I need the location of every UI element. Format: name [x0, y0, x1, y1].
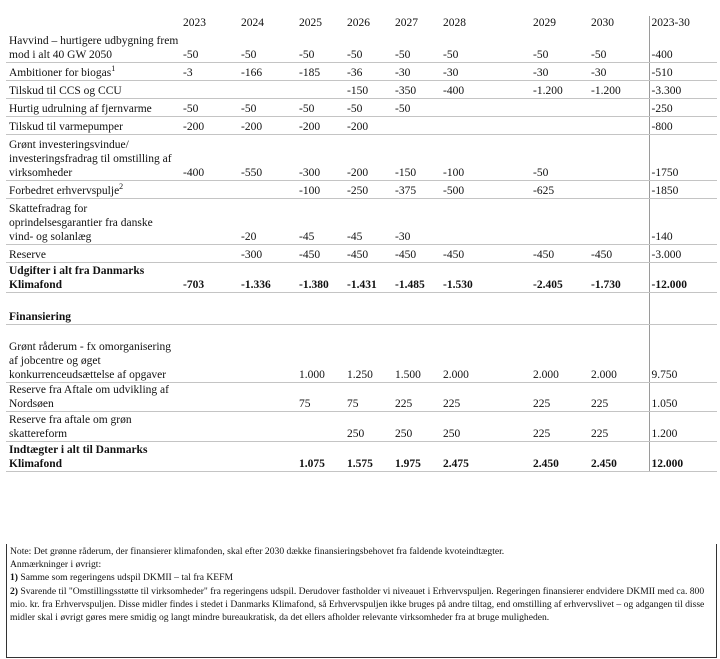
value-cell: -50	[297, 34, 345, 63]
spacer-cell	[297, 293, 345, 309]
row-label-text: Grønt investeringsvindue/ investeringsfradrag til omstilling af virksomheder	[9, 139, 172, 179]
spacer-cell	[649, 293, 717, 309]
note-text: Note: Det grønne råderum, der finansierer klimafonden, skal efter 2030 dække finansieringsbehovet fra faldende kvoteindtægter.	[10, 546, 505, 557]
value-cell: -300	[297, 135, 345, 181]
spacer-cell	[441, 293, 531, 309]
row-label-text: Indtægter i alt til Danmarks Klimafond	[9, 444, 148, 470]
value-cell: -50	[393, 99, 441, 117]
value-cell: 1.000	[297, 325, 345, 383]
value-cell: 1.500	[393, 325, 441, 383]
value-cell: 250	[345, 412, 393, 442]
year-header: 2024	[241, 17, 264, 29]
year-header: 2023-30	[649, 16, 717, 34]
row-label	[6, 199, 181, 245]
row-label	[6, 81, 181, 99]
row-label	[6, 442, 181, 472]
expense-row	[6, 117, 717, 135]
value-cell	[181, 442, 239, 472]
value-cell: 225	[441, 383, 531, 412]
spacer-cell	[239, 293, 297, 309]
year-header: 2023	[183, 17, 206, 29]
row-label-text: Havvind – hurtigere udbygning frem mod i alt 40 GW 2050	[9, 35, 179, 61]
footnote-marker: 2	[119, 182, 124, 192]
value-cell: -450	[393, 245, 441, 263]
value-cell	[531, 117, 589, 135]
value-cell: 1.250	[345, 325, 393, 383]
expense-row	[6, 199, 717, 245]
value-cell: -375	[393, 181, 441, 199]
year-header: 2027	[395, 17, 418, 29]
expense-row	[6, 81, 717, 99]
spacer-cell	[6, 293, 181, 309]
value-cell	[181, 412, 239, 442]
row-label	[6, 135, 181, 181]
value-cell: -100	[297, 181, 345, 199]
footnote-marker: 1	[111, 64, 116, 74]
row-label-text: Hurtig udrulning af fjernvarme	[9, 103, 152, 115]
remark-1	[10, 571, 712, 584]
value-cell: 1.075	[297, 442, 345, 472]
value-cell: -30	[393, 199, 441, 245]
value-cell: -50	[589, 34, 649, 63]
notes-section	[6, 544, 717, 658]
value-cell: -50	[345, 99, 393, 117]
spacer-cell	[589, 293, 649, 309]
value-cell: -50	[393, 34, 441, 63]
row-label	[6, 99, 181, 117]
remark-1-text: Samme som regeringens udspil DKMII – tal fra KEFM	[20, 572, 234, 584]
row-label-text: Reserve fra Aftale om udvikling af Nordsøen	[9, 384, 169, 410]
value-cell: -30	[393, 63, 441, 81]
value-cell	[181, 325, 239, 383]
expense-row	[6, 245, 717, 263]
value-cell: -50	[181, 34, 239, 63]
value-cell	[181, 181, 239, 199]
value-cell: 2.000	[441, 325, 531, 383]
value-cell: -500	[441, 181, 531, 199]
spacer-cell	[589, 309, 649, 325]
value-cell: -250	[345, 181, 393, 199]
row-label-text: Ambitioner for biogas	[9, 67, 112, 79]
value-cell: -200	[181, 117, 239, 135]
value-cell: 12.000	[649, 442, 717, 472]
value-cell: -450	[531, 245, 589, 263]
value-cell: 2.450	[589, 442, 649, 472]
value-cell	[239, 181, 297, 199]
value-cell: -185	[297, 63, 345, 81]
spacer-cell	[393, 309, 441, 325]
value-cell	[393, 117, 441, 135]
row-label-text: Forbedret erhvervspulje	[9, 185, 120, 197]
value-cell: -200	[297, 117, 345, 135]
row-label-text: Reserve	[9, 249, 47, 261]
value-cell: 75	[297, 383, 345, 412]
spacer-cell	[239, 309, 297, 325]
spacer-cell	[531, 293, 589, 309]
value-cell: -250	[649, 99, 717, 117]
value-cell: -200	[345, 135, 393, 181]
year-header: 2025	[299, 17, 322, 29]
value-cell: -450	[589, 245, 649, 263]
row-label-text: Tilskud til CCS og CCU	[9, 85, 122, 97]
value-cell	[589, 135, 649, 181]
value-cell	[589, 181, 649, 199]
value-cell: -45	[297, 199, 345, 245]
value-cell: -100	[441, 135, 531, 181]
value-cell	[297, 81, 345, 99]
remark-1-number: 1)	[10, 572, 18, 584]
year-header-row	[6, 16, 717, 34]
spacer-cell	[181, 293, 239, 309]
spacer-cell	[393, 293, 441, 309]
value-cell: -30	[531, 63, 589, 81]
row-label	[6, 263, 181, 293]
row-label-text: Grønt råderum - fx omorganisering af jobcentre og øget konkurrenceudsættelse af opgaver	[9, 341, 172, 381]
value-cell: -20	[239, 199, 297, 245]
value-cell	[239, 325, 297, 383]
value-cell: 250	[393, 412, 441, 442]
value-cell: 1.975	[393, 442, 441, 472]
value-cell	[181, 383, 239, 412]
row-label-text: Udgifter i alt fra Danmarks Klimafond	[9, 265, 145, 291]
value-cell	[531, 99, 589, 117]
spacer-cell	[531, 309, 589, 325]
value-cell: -1.200	[589, 81, 649, 99]
value-cell: -50	[297, 99, 345, 117]
value-cell: -1.730	[589, 263, 649, 293]
value-cell	[297, 412, 345, 442]
value-cell: 2.000	[531, 325, 589, 383]
financing-heading-row	[6, 309, 717, 325]
value-cell	[239, 81, 297, 99]
row-label-text: Tilskud til varmepumper	[9, 121, 123, 133]
row-label	[6, 181, 181, 199]
financing-row	[6, 383, 717, 412]
remark-2	[10, 585, 712, 625]
value-cell: -200	[239, 117, 297, 135]
value-cell: 225	[589, 412, 649, 442]
header-blank	[6, 16, 181, 34]
value-cell: 2.450	[531, 442, 589, 472]
expense-row	[6, 34, 717, 63]
value-cell: 2.475	[441, 442, 531, 472]
value-cell: -30	[441, 63, 531, 81]
value-cell: -2.405	[531, 263, 589, 293]
value-cell: -1.431	[345, 263, 393, 293]
value-cell: -450	[441, 245, 531, 263]
value-cell: -50	[531, 34, 589, 63]
value-cell: 225	[531, 383, 589, 412]
value-cell: 75	[345, 383, 393, 412]
expense-row	[6, 99, 717, 117]
value-cell: -703	[181, 263, 239, 293]
year-header: 2026	[347, 17, 370, 29]
budget-table	[6, 16, 717, 472]
spacer-cell	[441, 309, 531, 325]
value-cell: -550	[239, 135, 297, 181]
value-cell: -50	[345, 34, 393, 63]
financing-row	[6, 412, 717, 442]
value-cell: -50	[181, 99, 239, 117]
value-cell: 1.050	[649, 383, 717, 412]
value-cell: -50	[239, 34, 297, 63]
value-cell	[441, 99, 531, 117]
expense-row	[6, 63, 717, 81]
value-cell	[239, 412, 297, 442]
spacer-cell	[345, 309, 393, 325]
row-label	[6, 63, 181, 81]
financing-total-row	[6, 442, 717, 472]
row-label	[6, 34, 181, 63]
value-cell: 1.200	[649, 412, 717, 442]
row-label	[6, 325, 181, 383]
value-cell: -3.000	[649, 245, 717, 263]
value-cell: -450	[297, 245, 345, 263]
value-cell: -1.485	[393, 263, 441, 293]
value-cell: -300	[239, 245, 297, 263]
value-cell	[239, 383, 297, 412]
value-cell: -166	[239, 63, 297, 81]
value-cell: 250	[441, 412, 531, 442]
year-header: 2028	[443, 17, 466, 29]
value-cell: 9.750	[649, 325, 717, 383]
value-cell: 225	[589, 383, 649, 412]
value-cell: -30	[589, 63, 649, 81]
value-cell: 2.000	[589, 325, 649, 383]
value-cell: -1.530	[441, 263, 531, 293]
value-cell: 225	[393, 383, 441, 412]
financing-heading: Finansiering	[6, 309, 181, 325]
value-cell: -50	[441, 34, 531, 63]
row-label	[6, 117, 181, 135]
expense-row	[6, 181, 717, 199]
value-cell: -1.200	[531, 81, 589, 99]
value-cell: -800	[649, 117, 717, 135]
row-label	[6, 383, 181, 412]
row-label-text: Skattefradrag for oprindelsesgarantier fra danske vind- og solanlæg	[9, 203, 153, 243]
year-header: 2030	[591, 17, 614, 29]
spacer-cell	[297, 309, 345, 325]
value-cell: -12.000	[649, 263, 717, 293]
value-cell: -625	[531, 181, 589, 199]
row-label	[6, 245, 181, 263]
value-cell	[589, 99, 649, 117]
expense-row	[6, 135, 717, 181]
value-cell: -50	[531, 135, 589, 181]
row-label-text: Reserve fra aftale om grøn skattereform	[9, 414, 132, 440]
value-cell: -50	[239, 99, 297, 117]
value-cell: -510	[649, 63, 717, 81]
spacer-cell	[181, 309, 239, 325]
value-cell	[181, 245, 239, 263]
value-cell: -400	[181, 135, 239, 181]
spacer-cell	[649, 309, 717, 325]
row-label	[6, 412, 181, 442]
value-cell: -450	[345, 245, 393, 263]
value-cell: -3.300	[649, 81, 717, 99]
remark-2-number: 2)	[10, 585, 18, 597]
value-cell: -1750	[649, 135, 717, 181]
value-cell	[441, 117, 531, 135]
value-cell: 225	[531, 412, 589, 442]
value-cell: -400	[649, 34, 717, 63]
value-cell: -36	[345, 63, 393, 81]
value-cell	[239, 442, 297, 472]
value-cell: -350	[393, 81, 441, 99]
value-cell: -1.380	[297, 263, 345, 293]
value-cell	[589, 117, 649, 135]
value-cell: -200	[345, 117, 393, 135]
value-cell: -1.336	[239, 263, 297, 293]
value-cell: -1850	[649, 181, 717, 199]
value-cell	[441, 199, 531, 245]
value-cell: -150	[345, 81, 393, 99]
value-cell	[181, 199, 239, 245]
value-cell: 1.575	[345, 442, 393, 472]
value-cell: -140	[649, 199, 717, 245]
remark-2-text: Svarende til "Omstillingsstøtte til virksomheder" fra regeringens udspil. Derudover fastholder vi niveauet i Erhvervspuljen. Regeringen finansierer endvidere DKMII med ca. 800 mio. kr. fra Erhvervspuljen. Disse midler findes i stedet i Danmarks Klimafond, så Erhvervspuljen ikke bruges på andre tiltag, end omstilling af erhvervslivet – og adgangen til disse midler skal i øvrigt gøres mere smidig og langt mindre bureaukratisk, da det ellers afholder relevante virksomheder fra at bruge muligheden.	[10, 585, 705, 624]
value-cell	[531, 199, 589, 245]
value-cell: -400	[441, 81, 531, 99]
spacer-cell	[345, 293, 393, 309]
remarks-heading: Anmærkninger i øvrigt:	[10, 559, 102, 571]
spacer-row	[6, 293, 717, 309]
value-cell: -45	[345, 199, 393, 245]
value-cell: -3	[181, 63, 239, 81]
financing-row	[6, 325, 717, 383]
value-cell: -150	[393, 135, 441, 181]
value-cell	[589, 199, 649, 245]
value-cell	[181, 81, 239, 99]
year-header: 2029	[533, 17, 556, 29]
expense-total-row	[6, 263, 717, 293]
